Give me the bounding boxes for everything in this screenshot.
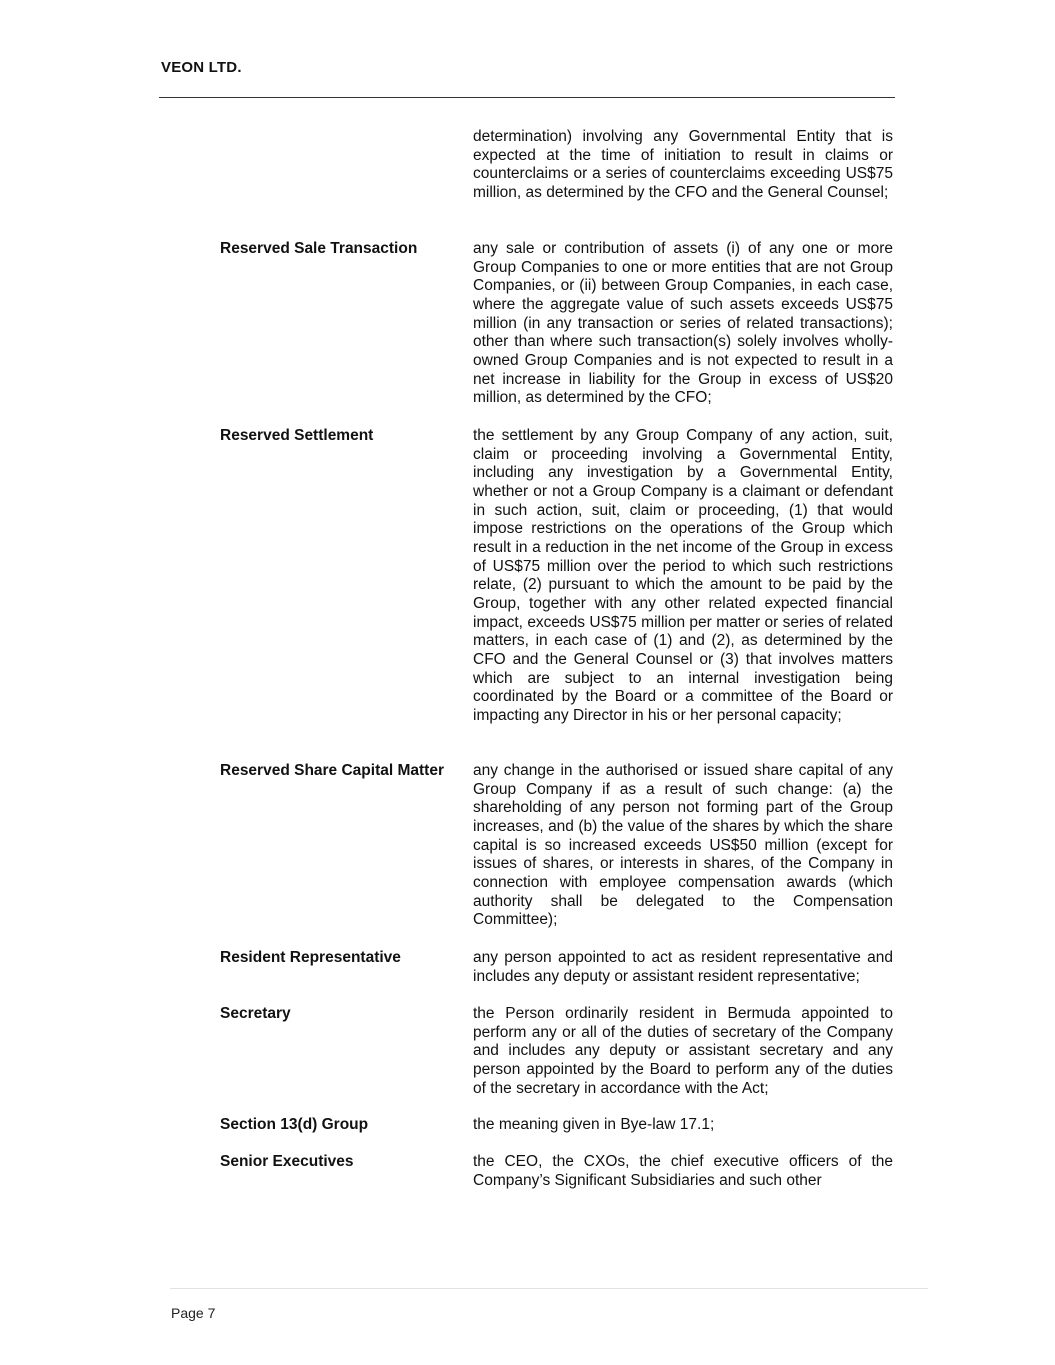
term-reserved-share-capital-matter: Reserved Share Capital Matter <box>220 762 444 779</box>
definition-section-13d-group: the meaning given in Bye-law 17.1; <box>473 1116 715 1133</box>
page-number: Page 7 <box>171 1305 216 1321</box>
definition-text-continuation: determination) involving any Governmental Entity that is expected at the time of initiation to result in claims or counterclaims or a series of counterclaims exceeding US$75 million, as determined by the CFO and the General Counsel; <box>473 128 893 201</box>
term-secretary: Secretary <box>220 1005 291 1022</box>
definition-resident-representative: any person appointed to act as resident representative and includes any deputy or assistant resident representative; <box>473 949 893 985</box>
term-resident-representative: Resident Representative <box>220 949 401 966</box>
term-reserved-sale-transaction: Reserved Sale Transaction <box>220 240 418 257</box>
term-senior-executives: Senior Executives <box>220 1153 354 1170</box>
definition-reserved-share-capital-matter: any change in the authorised or issued share capital of any Group Company if as a result of such change: (a) the shareholding of any person not forming part of the Group increases, and (b) the value of the shares by which the share capital is so increased exceeds US$50 million (except for issues of shares, or interests in shares, of the Company in connection with employee compensation awards (which authority shall be delegated to the Compensation Committee); <box>473 762 893 929</box>
header-divider <box>159 97 895 98</box>
term-reserved-settlement: Reserved Settlement <box>220 427 374 444</box>
definition-secretary: the Person ordinarily resident in Bermuda appointed to perform any or all of the duties of secretary of the Company and includes any deputy or assistant secretary and any person appointed by the Board to perform any of the duties of the secretary in accordance with the Act; <box>473 1005 893 1097</box>
definition-reserved-sale-transaction: any sale or contribution of assets (i) of any one or more Group Companies to one or more entities that are not Group Companies, or (ii) between Group Companies, in each case, where the aggregate value of such assets exceeds US$75 million (in any transaction or series of related transactions); other than where such transaction(s) solely involves wholly-owned Group Companies and is not expected to result in a net increase in liability for the Group in excess of US$20 million, as determined by the CFO; <box>473 240 893 407</box>
definition-reserved-settlement: the settlement by any Group Company of any action, suit, claim or proceeding involving a Governmental Entity, including any investigation by a Governmental Entity, whether or not a Group Company is a claimant or defendant in such action, suit, claim or proceeding, (1) that would impose restrictions on the operations of the Group which result in a reduction in the net income of the Group in excess of US$75 million over the period to which such restrictions relate, (2) pursuant to which the amount to be paid by the Group, together with any other related expected financial impact, exceeds US$75 million per matter or series of related matters, in each case of (1) and (2), as determined by the CFO and the General Counsel or (3) that involves matters which are subject to an internal investigation being coordinated by the Board or a committee of the Board or impacting any Director in his or her personal capacity; <box>473 427 893 724</box>
footer-divider <box>170 1288 928 1289</box>
definition-senior-executives: the CEO, the CXOs, the chief executive officers of the Company’s Significant Subsidiaries and such other <box>473 1153 893 1189</box>
document-header-title: VEON LTD. <box>161 59 242 76</box>
term-section-13d-group: Section 13(d) Group <box>220 1116 369 1133</box>
